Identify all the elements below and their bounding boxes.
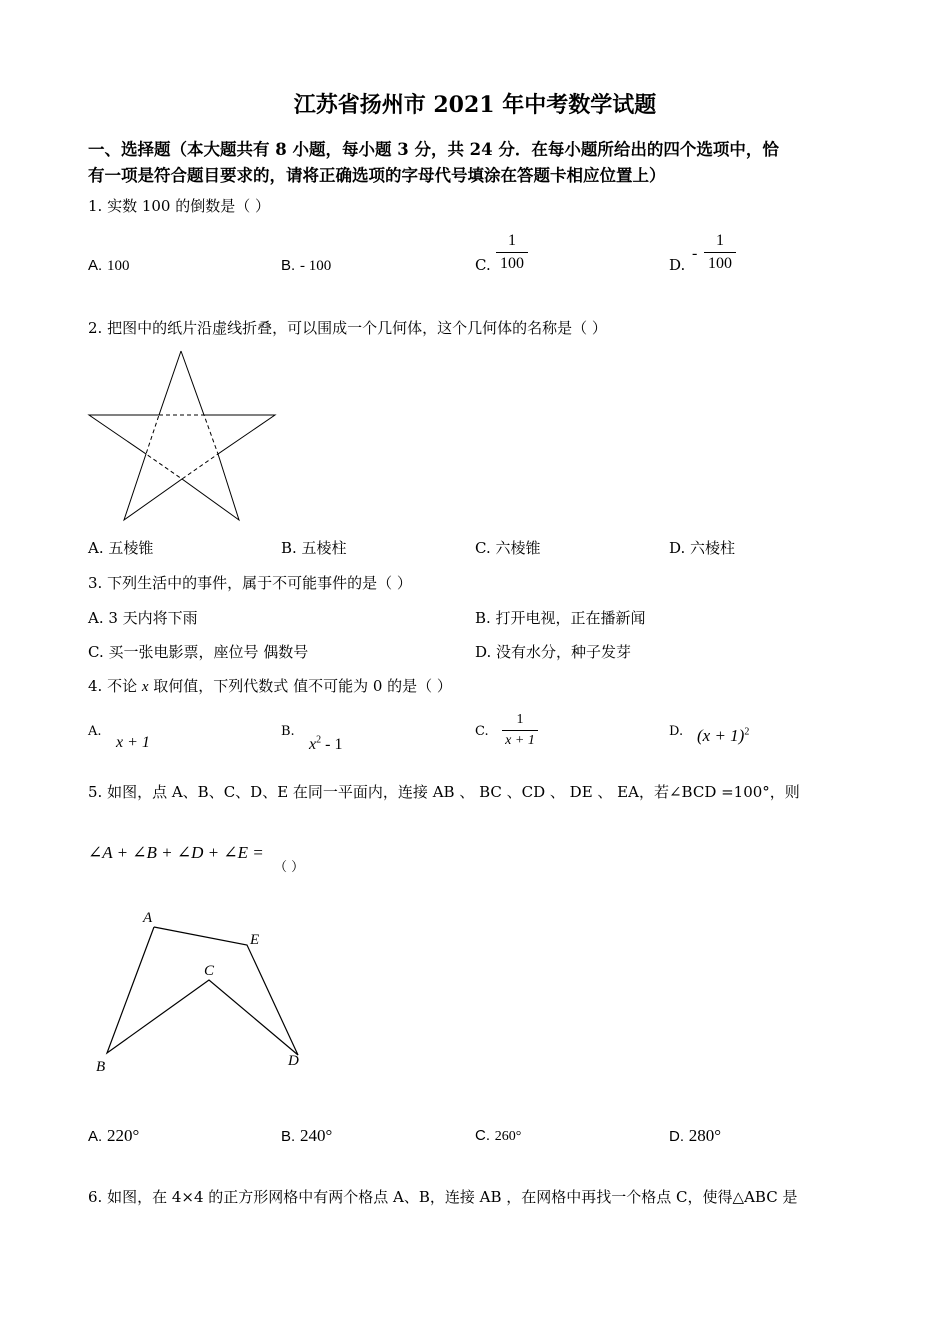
q1-c-denominator: 100 [500, 255, 524, 272]
q3-stem: 3. 下列生活中的事件，属于不可能事件的是（ ） [88, 574, 412, 592]
q5-c-label: C. [475, 1127, 490, 1144]
q5-figure [90, 905, 310, 1080]
q4-stem [88, 675, 452, 696]
fold-lines-dashed [146, 415, 218, 479]
q1-stem: 1. 实数 100 的倒数是（ ） [88, 197, 271, 215]
q5-b-label: B. [281, 1128, 296, 1145]
point-label-d: D [288, 1053, 299, 1069]
q3-option-b[interactable]: B. 打开电视，正在播新闻 [475, 609, 646, 627]
q5-stem-expression: ∠A + ∠B + ∠D + ∠E = [88, 843, 264, 862]
q2-option-a[interactable]: A. 五棱锥 [88, 539, 154, 557]
fraction-bar [496, 252, 528, 253]
q1-a-label: A. [88, 257, 103, 274]
point-label-c: C [204, 963, 215, 979]
q4-d-expr-wrap [697, 726, 749, 746]
q4-b-rest: - 1 [321, 736, 343, 753]
q4-a-expr: x + 1 [116, 734, 150, 751]
q5-figure-lines [107, 927, 298, 1055]
q4-c-numerator: 1 [516, 712, 524, 727]
q4-stem-var: x [141, 679, 149, 695]
q4-stem-pre: 4. 不论 [88, 677, 142, 695]
star-outline [89, 351, 275, 520]
q1-a-value: 100 [106, 258, 130, 274]
q5-a-label: A. [88, 1128, 103, 1145]
page-title: 江苏省扬州市 2021 年中考数学试题 [293, 92, 657, 118]
point-label-e: E [250, 932, 260, 948]
q1-d-sign: - [692, 245, 698, 262]
q4-b-expr [309, 734, 342, 754]
point-label-b: B [96, 1059, 106, 1075]
q4-option-c-label[interactable]: C. [475, 724, 489, 739]
q1-d-fraction [704, 232, 736, 273]
q4-b-base: x [309, 736, 317, 753]
point-label-a: A [143, 910, 153, 926]
q5-a-value: 220° [106, 1126, 140, 1145]
q4-d-exponent: 2 [744, 726, 750, 738]
q5-d-label: D. [669, 1128, 684, 1145]
q5-stem: 5. 如图，点 A、B、C、D、E 在同一平面内，连接 AB 、 BC 、CD 、 DE 、 EA，若∠BCD =100°，则 [88, 783, 800, 801]
q4-stem-post: 取何值，下列代数式 值不可能为 0 的是（ ） [148, 677, 452, 695]
q6-stem: 6. 如图，在 4×4 的正方形网格中有两个格点 A、B，连接 AB ，在网格中再找一个格点 C，使得△ABC 是 [88, 1188, 798, 1206]
q1-b-label: B. [281, 257, 296, 274]
q2-option-c[interactable]: C. 六棱锥 [475, 539, 541, 557]
q1-b-value: - 100 [299, 258, 332, 274]
q5-b-value: 240° [299, 1126, 333, 1145]
q4-c-fraction [502, 712, 538, 749]
q5-option-c[interactable] [475, 1126, 521, 1145]
q5-option-d[interactable] [669, 1126, 721, 1146]
q3-option-c[interactable]: C. 买一张电影票，座位号 偶数号 [88, 643, 309, 661]
q4-b-exponent: 2 [316, 734, 322, 746]
star-net-figure [86, 348, 278, 524]
q4-c-denominator: x + 1 [505, 733, 535, 748]
q4-d-expr: (x + 1) [697, 726, 745, 745]
q2-option-b[interactable]: B. 五棱柱 [281, 539, 347, 557]
q4-option-a-label[interactable]: A. [88, 724, 102, 739]
section-header-line1: 一、选择题（本大题共有 8 小题，每小题 3 分，共 24 分．在每小题所给出的四个选项中，恰 [88, 140, 779, 159]
q1-c-numerator: 1 [508, 232, 516, 249]
fraction-bar [502, 730, 538, 731]
q3-option-d[interactable]: D. 没有水分，种子发芽 [475, 643, 632, 661]
q1-option-b[interactable] [281, 256, 331, 275]
q1-option-d-label[interactable]: D. [669, 256, 686, 274]
q1-d-numerator: 1 [716, 232, 724, 249]
q2-option-d[interactable]: D. 六棱柱 [669, 539, 736, 557]
q1-option-a[interactable] [88, 256, 129, 275]
q5-c-value: 260° [494, 1129, 522, 1144]
q3-option-a[interactable]: A. 3 天内将下雨 [88, 609, 198, 627]
q1-c-fraction [496, 232, 528, 273]
q5-d-value: 280° [688, 1126, 722, 1145]
q1-d-denominator: 100 [708, 255, 732, 272]
q4-option-b-label[interactable]: B. [281, 724, 295, 739]
section-header-line2: 有一项是符合题目要求的，请将正确选项的字母代号填涂在答题卡相应位置上） [88, 166, 666, 185]
q5-option-a[interactable] [88, 1126, 139, 1146]
q5-stem-paren: （ ） [274, 860, 305, 875]
q1-option-c-label[interactable]: C. [475, 256, 491, 274]
q2-stem: 2. 把图中的纸片沿虚线折叠，可以围成一个几何体，这个几何体的名称是（ ） [88, 319, 607, 337]
fraction-bar [704, 252, 736, 253]
q5-option-b[interactable] [281, 1126, 332, 1146]
q4-option-d-label[interactable]: D. [669, 724, 684, 739]
